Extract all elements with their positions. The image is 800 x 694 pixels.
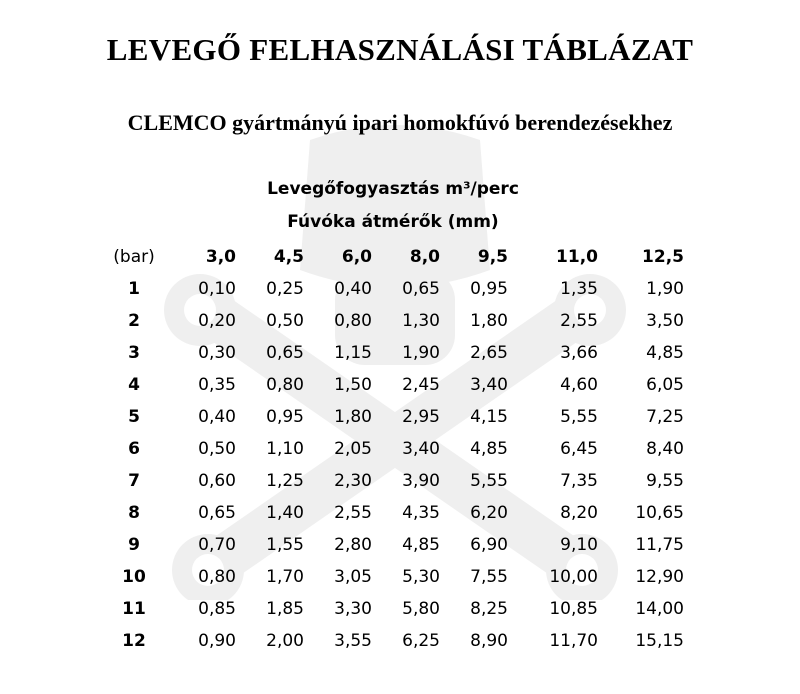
consumption-value-cell: 5,55 — [470, 471, 508, 491]
consumption-value-cell: 12,90 — [635, 567, 684, 587]
consumption-value-cell: 0,85 — [198, 599, 236, 619]
pressure-cell: 11 — [122, 599, 146, 619]
consumption-value-cell: 2,30 — [334, 471, 372, 491]
consumption-value-cell: 15,15 — [635, 631, 684, 651]
consumption-value-cell: 1,85 — [266, 599, 304, 619]
table-body — [0, 276, 800, 660]
consumption-value-cell: 5,55 — [560, 407, 598, 427]
consumption-value-cell: 6,90 — [470, 535, 508, 555]
pressure-cell: 4 — [128, 375, 140, 395]
consumption-value-cell: 6,25 — [402, 631, 440, 651]
consumption-value-cell: 6,45 — [560, 439, 598, 459]
consumption-value-cell: 5,80 — [402, 599, 440, 619]
consumption-value-cell: 7,35 — [560, 471, 598, 491]
consumption-value-cell: 1,80 — [470, 311, 508, 331]
consumption-value-cell: 11,75 — [635, 535, 684, 555]
consumption-value-cell: 5,30 — [402, 567, 440, 587]
consumption-value-cell: 0,65 — [266, 343, 304, 363]
table-row — [0, 564, 800, 596]
consumption-value-cell: 0,50 — [266, 311, 304, 331]
table-row — [0, 276, 800, 308]
consumption-value-cell: 1,90 — [646, 279, 684, 299]
consumption-value-cell: 3,05 — [334, 567, 372, 587]
pressure-cell: 3 — [128, 343, 140, 363]
nozzle-size-header: 11,0 — [556, 247, 598, 267]
consumption-value-cell: 1,55 — [266, 535, 304, 555]
consumption-value-cell: 2,55 — [560, 311, 598, 331]
consumption-value-cell: 3,55 — [334, 631, 372, 651]
pressure-cell: 2 — [128, 311, 140, 331]
consumption-value-cell: 1,10 — [266, 439, 304, 459]
nozzle-size-header: 4,5 — [273, 247, 304, 267]
consumption-value-cell: 0,10 — [198, 279, 236, 299]
consumption-value-cell: 0,20 — [198, 311, 236, 331]
table-row — [0, 308, 800, 340]
consumption-value-cell: 0,30 — [198, 343, 236, 363]
consumption-value-cell: 4,35 — [402, 503, 440, 523]
consumption-value-cell: 2,05 — [334, 439, 372, 459]
consumption-value-cell: 4,85 — [646, 343, 684, 363]
nozzle-size-header: 6,0 — [341, 247, 372, 267]
consumption-value-cell: 1,15 — [334, 343, 372, 363]
table-row — [0, 404, 800, 436]
consumption-value-cell: 0,65 — [402, 279, 440, 299]
consumption-value-cell: 6,05 — [646, 375, 684, 395]
consumption-value-cell: 4,15 — [470, 407, 508, 427]
table-row — [0, 532, 800, 564]
pressure-cell: 1 — [128, 279, 140, 299]
consumption-value-cell: 2,95 — [402, 407, 440, 427]
consumption-value-cell: 2,55 — [334, 503, 372, 523]
consumption-value-cell: 3,90 — [402, 471, 440, 491]
consumption-value-cell: 7,25 — [646, 407, 684, 427]
consumption-value-cell: 1,90 — [402, 343, 440, 363]
consumption-value-cell: 0,25 — [266, 279, 304, 299]
consumption-value-cell: 0,50 — [198, 439, 236, 459]
pressure-cell: 12 — [122, 631, 146, 651]
consumption-value-cell: 3,40 — [470, 375, 508, 395]
consumption-value-cell: 3,50 — [646, 311, 684, 331]
consumption-value-cell: 8,20 — [560, 503, 598, 523]
table-row — [0, 596, 800, 628]
air-consumption-table — [0, 244, 800, 660]
consumption-value-cell: 3,40 — [402, 439, 440, 459]
consumption-value-cell: 10,85 — [549, 599, 598, 619]
consumption-value-cell: 4,85 — [402, 535, 440, 555]
consumption-value-cell: 8,40 — [646, 439, 684, 459]
consumption-value-cell: 1,30 — [402, 311, 440, 331]
consumption-value-cell: 11,70 — [549, 631, 598, 651]
consumption-value-cell: 8,90 — [470, 631, 508, 651]
consumption-value-cell: 0,65 — [198, 503, 236, 523]
consumption-value-cell: 1,40 — [266, 503, 304, 523]
consumption-value-cell: 3,30 — [334, 599, 372, 619]
consumption-value-cell: 0,90 — [198, 631, 236, 651]
consumption-value-cell: 10,65 — [635, 503, 684, 523]
consumption-value-cell: 0,80 — [266, 375, 304, 395]
consumption-value-cell: 1,25 — [266, 471, 304, 491]
page-subtitle: CLEMCO gyártmányú ipari homokfúvó berendezésekhez — [127, 110, 673, 135]
consumption-value-cell: 0,95 — [470, 279, 508, 299]
nozzle-size-header: 3,0 — [205, 247, 236, 267]
consumption-value-cell: 1,35 — [560, 279, 598, 299]
consumption-value-cell: 0,35 — [198, 375, 236, 395]
table-row — [0, 468, 800, 500]
nozzle-size-header: 12,5 — [642, 247, 684, 267]
pressure-cell: 9 — [128, 535, 140, 555]
consumption-value-cell: 2,45 — [402, 375, 440, 395]
consumption-value-cell: 0,80 — [198, 567, 236, 587]
consumption-value-cell: 1,70 — [266, 567, 304, 587]
consumption-value-cell: 8,25 — [470, 599, 508, 619]
consumption-value-cell: 3,66 — [560, 343, 598, 363]
consumption-value-cell: 0,80 — [334, 311, 372, 331]
pressure-cell: 10 — [122, 567, 146, 587]
table-header-nozzle-diameters: Fúvóka átmérők (mm) — [287, 212, 499, 232]
consumption-value-cell: 0,40 — [334, 279, 372, 299]
consumption-value-cell: 0,40 — [198, 407, 236, 427]
consumption-value-cell: 9,10 — [560, 535, 598, 555]
table-row — [0, 372, 800, 404]
page-title: LEVEGŐ FELHASZNÁLÁSI TÁBLÁZAT — [106, 32, 694, 67]
nozzle-size-header: 9,5 — [477, 247, 508, 267]
consumption-value-cell: 10,00 — [549, 567, 598, 587]
table-header-row — [0, 244, 800, 276]
consumption-value-cell: 2,65 — [470, 343, 508, 363]
consumption-value-cell: 0,60 — [198, 471, 236, 491]
pressure-unit-label: (bar) — [113, 247, 155, 267]
consumption-value-cell: 1,50 — [334, 375, 372, 395]
consumption-value-cell: 9,55 — [646, 471, 684, 491]
table-row — [0, 340, 800, 372]
consumption-value-cell: 4,85 — [470, 439, 508, 459]
consumption-value-cell: 7,55 — [470, 567, 508, 587]
table-row — [0, 628, 800, 660]
consumption-value-cell: 6,20 — [470, 503, 508, 523]
pressure-cell: 6 — [128, 439, 140, 459]
table-row — [0, 500, 800, 532]
consumption-value-cell: 14,00 — [635, 599, 684, 619]
consumption-value-cell: 2,80 — [334, 535, 372, 555]
consumption-value-cell: 4,60 — [560, 375, 598, 395]
table-row — [0, 436, 800, 468]
pressure-cell: 7 — [128, 471, 140, 491]
table-header-consumption: Levegőfogyasztás m³/perc — [267, 179, 519, 199]
consumption-value-cell: 0,70 — [198, 535, 236, 555]
nozzle-size-header: 8,0 — [409, 247, 440, 267]
consumption-value-cell: 2,00 — [266, 631, 304, 651]
pressure-cell: 5 — [128, 407, 140, 427]
pressure-cell: 8 — [128, 503, 140, 523]
consumption-value-cell: 0,95 — [266, 407, 304, 427]
consumption-value-cell: 1,80 — [334, 407, 372, 427]
